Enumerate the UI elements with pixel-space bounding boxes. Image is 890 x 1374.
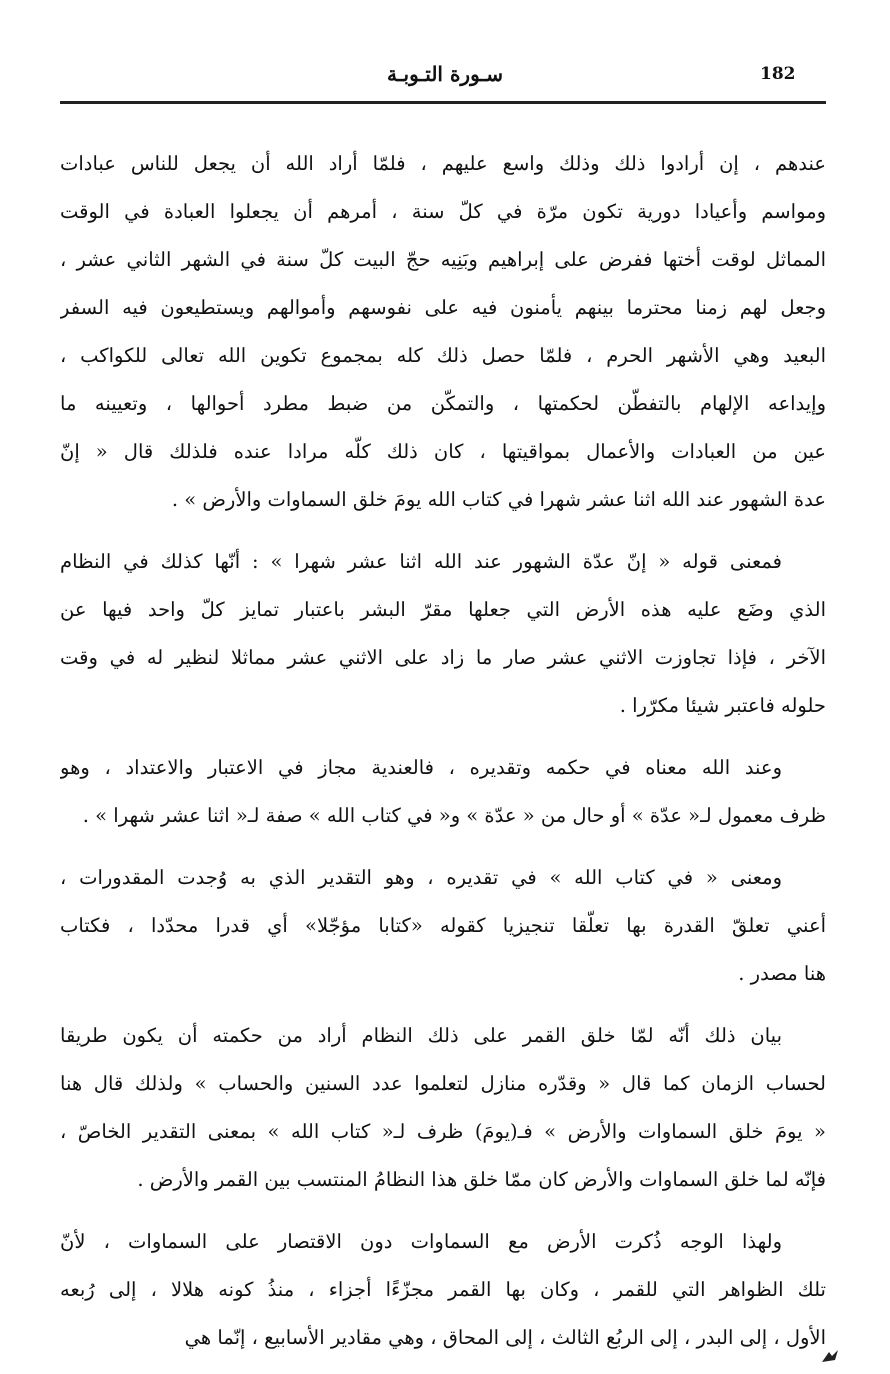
text-line: عندهم ، إن أرادوا ذلك وذلك واسع عليهم ، فلمّا أراد الله أن يجعل للناس عبادات bbox=[60, 152, 826, 175]
text-line: وعند الله معناه في حكمه وتقديره ، فالعندية مجاز في الاعتبار والاعتداد ، وهو bbox=[60, 756, 782, 779]
paragraph bbox=[60, 854, 826, 998]
text-line: ومعنى « في كتاب الله » في تقديره ، وهو التقدير الذي به وُجدت المقدورات ، bbox=[60, 866, 782, 889]
text-line: حلوله فاعتبر شيئا مكرّرا . bbox=[619, 694, 826, 717]
text-line: فإنّه لما خلق السماوات والأرض كان ممّا خلق هذا النظامُ المنتسب بين القمر والأرض . bbox=[137, 1168, 826, 1191]
text-line: تلك الظواهر التي للقمر ، وكان بها القمر مجزّءًا أجزاء ، منذُ كونه هلالا ، إلى رُبعه bbox=[60, 1278, 826, 1301]
text-line: هنا مصدر . bbox=[738, 962, 826, 985]
paragraph-gap bbox=[60, 998, 826, 1012]
text-line: وإيداعه الإلهام بالتفطّن لحكمتها ، والتمكّن من ضبط مطرد أحوالها ، وتعيينه ما bbox=[60, 392, 826, 415]
paragraph-gap bbox=[60, 1204, 826, 1218]
paragraph-gap bbox=[60, 730, 826, 744]
text-line: ومواسم وأعيادا دورية تكون مرّة في كلّ سنة ، أمرهم أن يجعلوا العبادة في الوقت bbox=[60, 200, 826, 223]
paragraph-gap bbox=[60, 524, 826, 538]
text-line: لحساب الزمان كما قال « وقدّره منازل لتعلموا عدد السنين والحساب » ولذلك قال هنا bbox=[60, 1072, 826, 1095]
page-body bbox=[60, 140, 826, 1362]
paragraph bbox=[60, 1012, 826, 1204]
paragraph bbox=[60, 1218, 826, 1362]
text-line: الأول ، إلى البدر ، إلى الربُع الثالث ، إلى المحاق ، وهي مقادير الأسابيع ، إنّما هي bbox=[184, 1326, 826, 1349]
paragraph-gap bbox=[60, 840, 826, 854]
text-line: ولهذا الوجه ذُكرت الأرض مع السماوات دون الاقتصار على السماوات ، لأنّ bbox=[60, 1230, 782, 1253]
text-line: عين من العبادات والأعمال بمواقيتها ، كان ذلك كلّه مرادا عنده فلذلك قال « إنّ bbox=[60, 440, 826, 463]
text-line: الذي وضَع عليه هذه الأرض التي جعلها مقرّ البشر باعتبار تمايز كلّ واحد فيها عن bbox=[60, 598, 826, 621]
text-line: البعيد وهي الأشهر الحرم ، فلمّا حصل ذلك كله بمجموع تكوين الله تعالى للكواكب ، bbox=[60, 344, 826, 367]
corner-mark-icon bbox=[820, 1348, 842, 1364]
text-line: المماثل لوقت أختها ففرض على إبراهيم وبَنِيه حجّ البيت كلّ سنة في الشهر الثاني عشر ، bbox=[60, 248, 826, 271]
text-line: ظرف معمول لـ« عدّة » أو حال من « عدّة » و« في كتاب الله » صفة لـ« اثنا عشر شهرا » . bbox=[82, 804, 826, 827]
paragraph bbox=[60, 744, 826, 840]
text-line: عدة الشهور عند الله اثنا عشر شهرا في كتاب الله يومَ خلق السماوات والأرض » . bbox=[171, 488, 826, 511]
running-title: سـورة التـوبـة bbox=[386, 62, 504, 86]
text-line: وجعل لهم زمنا محترما بينهم يأمنون فيه على نفوسهم وأموالهم ويستطيعون فيه السفر bbox=[60, 296, 826, 319]
header-rule bbox=[60, 101, 826, 104]
text-line: الآخر ، فإذا تجاوزت الاثني عشر صار ما زاد على الاثني عشر مماثلا لنظير له في وقت bbox=[60, 646, 826, 669]
text-line: أعني تعلقّ القدرة بها تعلّقا تنجيزيا كقوله «كتابا مؤجّلا» أي قدرا محدّدا ، فكتاب bbox=[60, 914, 826, 937]
paragraph bbox=[60, 140, 826, 524]
text-line: « يومَ خلق السماوات والأرض » فـ(يومَ) ظرف لـ« كتاب الله » بمعنى التقدير الخاصّ ، bbox=[60, 1120, 826, 1143]
text-line: بيان ذلك أنّه لمّا خلق القمر على ذلك النظام أراد من حكمته أن يكون طريقا bbox=[60, 1024, 782, 1047]
page-number: 182 bbox=[760, 64, 796, 84]
text-line: فمعنى قوله « إنّ عدّة الشهور عند الله اثنا عشر شهرا » : أنّها كذلك في النظام bbox=[60, 550, 782, 573]
paragraph bbox=[60, 538, 826, 730]
